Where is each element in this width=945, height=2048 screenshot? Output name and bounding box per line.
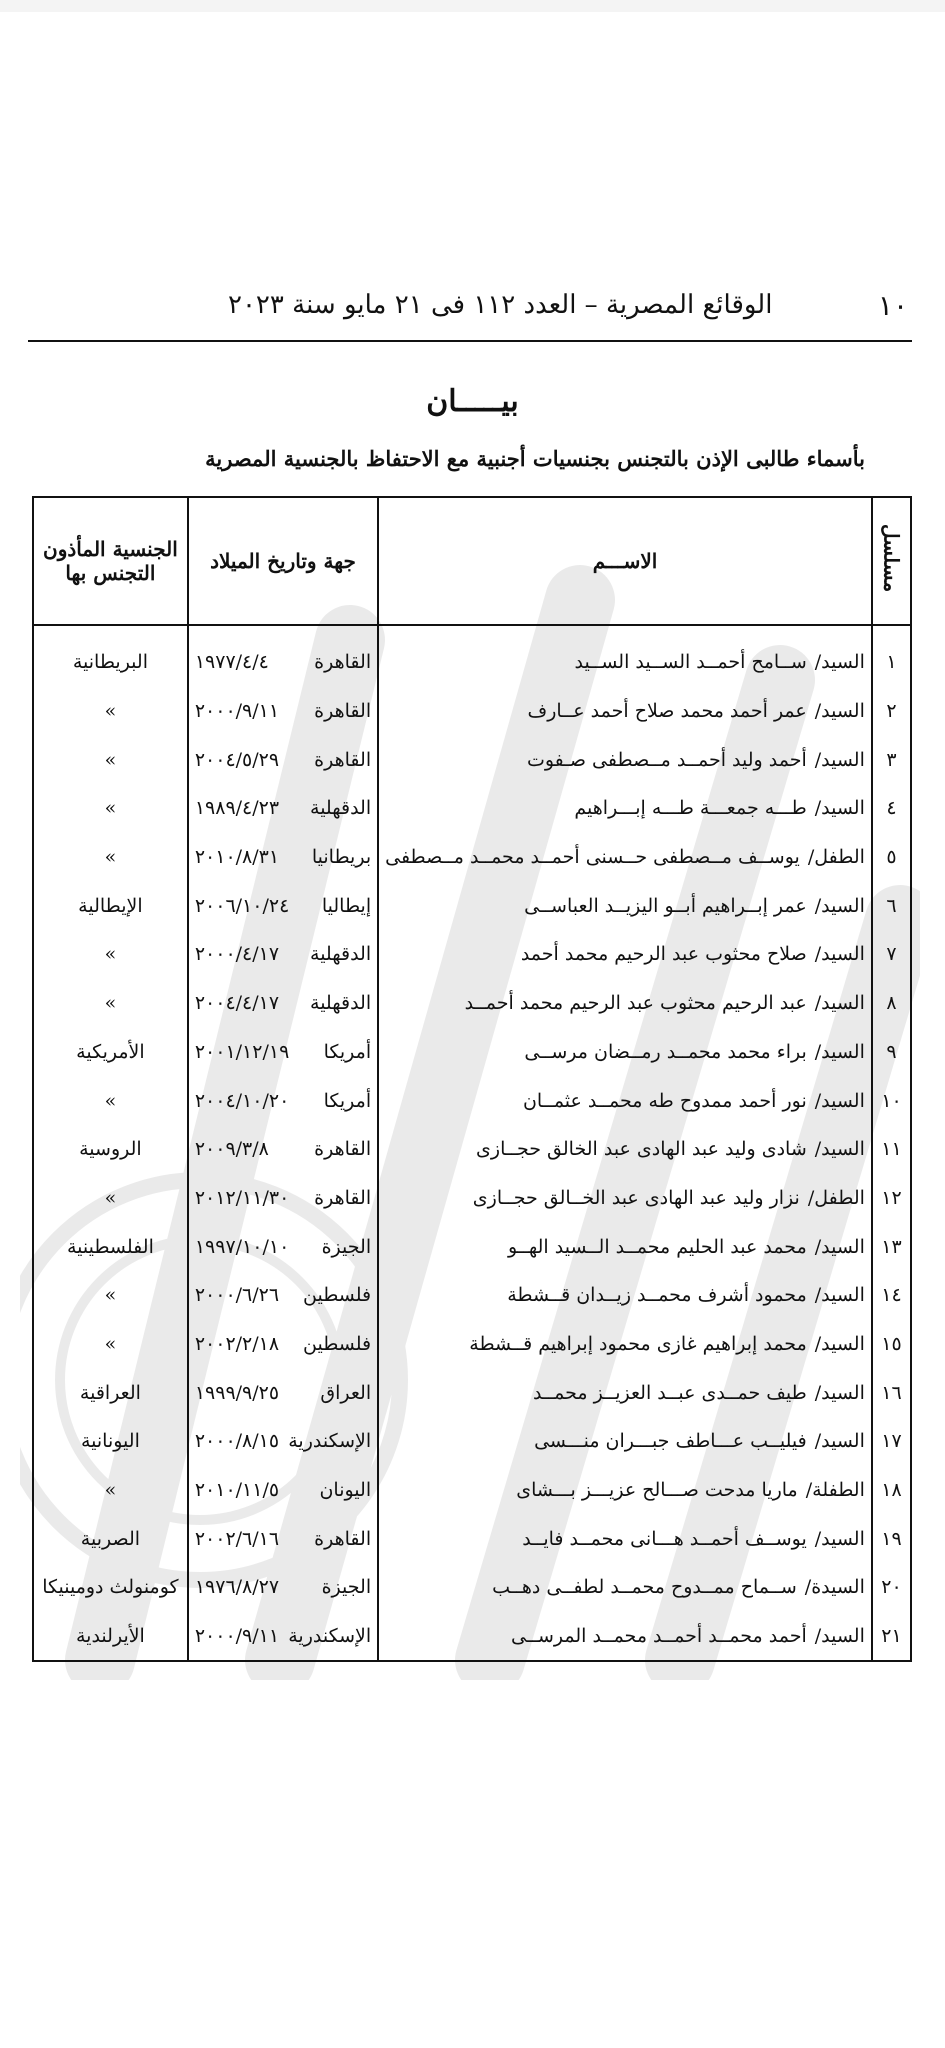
row-name-cell [378, 833, 872, 882]
row-nationality: الإيطالية [33, 881, 188, 930]
row-birth-cell [188, 979, 378, 1028]
table-row [33, 784, 911, 833]
row-name-cell [378, 687, 872, 736]
row-birth-place: بريطانيا [311, 846, 372, 869]
header-birth: جهة وتاريخ الميلاد [188, 497, 378, 625]
row-full-name: محمود أشرف محمــد زيــدان قــشطة [507, 1284, 807, 1307]
row-honorific: الطفلة/ [805, 1479, 865, 1502]
row-birth-date: ٢٠٠٠/٦/٢٦ [194, 1284, 280, 1307]
row-full-name: طيف حمــدى عبــد العزيــز محمــد [533, 1381, 807, 1404]
row-birth-place: العراق [320, 1381, 372, 1404]
row-birth-date: ١٩٩٧/١٠/١٠ [194, 1235, 290, 1258]
row-honorific: السيد/ [814, 992, 865, 1015]
row-serial: ١٠ [872, 1076, 911, 1125]
row-birth-place: القاهرة [314, 651, 372, 674]
row-serial: ١٣ [872, 1222, 911, 1271]
row-full-name: ماريا مدحت صـــالح عزيـــز بـــشاى [516, 1479, 798, 1502]
row-honorific: السيد/ [814, 894, 865, 917]
row-serial: ١٢ [872, 1174, 911, 1223]
row-name-cell [378, 1563, 872, 1612]
row-serial: ١٤ [872, 1271, 911, 1320]
row-birth-cell [188, 1466, 378, 1515]
row-nationality: الفلسطينية [33, 1222, 188, 1271]
row-full-name: أحمد محمــد أحمــد محمــد المرســى [511, 1625, 807, 1648]
row-birth-date: ١٩٩٩/٩/٢٥ [194, 1381, 280, 1404]
row-nationality: » [33, 1466, 188, 1515]
row-nationality: » [33, 784, 188, 833]
document-subtitle: بأسماء طالبى الإذن بالتجنس بجنسيات أجنبية مع الاحتفاظ بالجنسية المصرية [205, 446, 865, 471]
table-row [33, 881, 911, 930]
row-birth-place: الجيزة [321, 1576, 372, 1599]
row-birth-cell [188, 1612, 378, 1662]
row-nationality: » [33, 1174, 188, 1223]
row-birth-date: ٢٠١٠/١١/٥ [194, 1479, 280, 1502]
row-honorific: السيدة/ [804, 1576, 865, 1599]
row-birth-date: ٢٠٠٠/٤/١٧ [194, 943, 280, 966]
table-row [33, 1076, 911, 1125]
row-full-name: براء محمد محمــد رمــضان مرســى [524, 1040, 807, 1063]
row-serial: ١٨ [872, 1466, 911, 1515]
row-birth-place: القاهرة [314, 1186, 372, 1209]
row-full-name: صلاح محثوب عبد الرحيم محمد أحمد [520, 943, 807, 966]
row-nationality: » [33, 1076, 188, 1125]
row-full-name: ســامح أحمــد الســيد الســيد [574, 651, 807, 674]
row-birth-cell [188, 1271, 378, 1320]
row-honorific: السيد/ [814, 797, 865, 820]
row-name-cell [378, 1417, 872, 1466]
row-name-cell [378, 881, 872, 930]
table-row [33, 1466, 911, 1515]
row-serial: ١٩ [872, 1514, 911, 1563]
row-full-name: فيليــب عـــاطف جبـــران منـــسى [534, 1430, 807, 1453]
row-birth-place: القاهرة [314, 1138, 372, 1161]
row-serial: ٢١ [872, 1612, 911, 1662]
page-header [28, 280, 908, 330]
row-birth-place: القاهرة [314, 1527, 372, 1550]
row-birth-place: الدقهلية [310, 943, 372, 966]
header-serial: مسلسل [872, 497, 911, 625]
row-birth-cell [188, 1222, 378, 1271]
row-birth-cell [188, 930, 378, 979]
row-nationality: » [33, 979, 188, 1028]
table-row [33, 833, 911, 882]
row-birth-cell [188, 1368, 378, 1417]
table-row [33, 1271, 911, 1320]
table-row [33, 625, 911, 687]
row-birth-cell [188, 833, 378, 882]
row-birth-place: الإسكندرية [288, 1625, 372, 1648]
row-birth-cell [188, 1320, 378, 1369]
row-birth-date: ٢٠٠٤/٤/١٧ [194, 992, 280, 1015]
row-serial: ٧ [872, 930, 911, 979]
row-honorific: السيد/ [814, 1430, 865, 1453]
row-honorific: السيد/ [814, 1625, 865, 1648]
row-serial: ٩ [872, 1028, 911, 1077]
row-birth-cell [188, 687, 378, 736]
table-row [33, 979, 911, 1028]
row-full-name: نزار وليد عبد الهادى عبد الخــالق حجــازى [472, 1186, 800, 1209]
row-birth-cell [188, 1514, 378, 1563]
row-birth-cell [188, 1174, 378, 1223]
row-serial: ٢ [872, 687, 911, 736]
row-serial: ٤ [872, 784, 911, 833]
row-birth-date: ٢٠٠٢/٢/١٨ [194, 1332, 280, 1355]
row-birth-date: ٢٠٠٦/١٠/٢٤ [194, 894, 290, 917]
row-honorific: الطفل/ [807, 846, 865, 869]
table-row [33, 1514, 911, 1563]
row-birth-place: اليونان [319, 1479, 372, 1502]
row-serial: ٨ [872, 979, 911, 1028]
row-birth-date: ٢٠٠١/١٢/١٩ [194, 1040, 290, 1063]
row-full-name: محمد عبد الحليم محمــد الــسيد الهــو [507, 1235, 807, 1258]
row-honorific: السيد/ [814, 1381, 865, 1404]
table-row [33, 687, 911, 736]
row-full-name: محمد إبراهيم غازى محمود إبراهيم قــشطة [469, 1332, 807, 1355]
naturalization-table [32, 496, 912, 1662]
row-birth-cell [188, 784, 378, 833]
row-nationality: » [33, 1271, 188, 1320]
row-full-name: شادى وليد عبد الهادى عبد الخالق حجــازى [476, 1138, 807, 1161]
running-title: الوقائع المصرية – العدد ١١٢ فى ٢١ مايو سنة ٢٠٢٣ [228, 290, 773, 320]
row-birth-cell [188, 1125, 378, 1174]
row-name-cell [378, 930, 872, 979]
row-name-cell [378, 1320, 872, 1369]
row-honorific: السيد/ [814, 1089, 865, 1112]
table-row [33, 1222, 911, 1271]
row-name-cell [378, 625, 872, 687]
row-birth-date: ٢٠٠٤/١٠/٢٠ [194, 1089, 290, 1112]
row-name-cell [378, 1222, 872, 1271]
document-title: بيـــــان [426, 384, 519, 419]
header-name: الاســـم [378, 497, 872, 625]
row-name-cell [378, 1174, 872, 1223]
row-name-cell [378, 1514, 872, 1563]
row-serial: ٢٠ [872, 1563, 911, 1612]
row-serial: ١٧ [872, 1417, 911, 1466]
row-birth-cell [188, 735, 378, 784]
table-row [33, 1417, 911, 1466]
page-number: ١٠ [877, 288, 908, 322]
row-birth-date: ٢٠١٢/١١/٣٠ [194, 1186, 290, 1209]
row-name-cell [378, 1028, 872, 1077]
row-full-name: عبد الرحيم محثوب عبد الرحيم محمد أحمــد [464, 992, 807, 1015]
row-birth-date: ١٩٧٦/٨/٢٧ [194, 1576, 280, 1599]
row-full-name: أحمد وليد أحمــد مــصطفى صـفوت [526, 748, 807, 771]
header-divider [28, 340, 912, 342]
row-name-cell [378, 1076, 872, 1125]
row-honorific: السيد/ [814, 1527, 865, 1550]
row-full-name: عمر أحمد محمد صلاح أحمد عــارف [527, 700, 807, 723]
row-nationality: » [33, 833, 188, 882]
row-birth-place: الدقهلية [310, 797, 372, 820]
row-birth-date: ٢٠٠٠/٩/١١ [194, 700, 280, 723]
table-row [33, 930, 911, 979]
row-nationality: الروسية [33, 1125, 188, 1174]
row-birth-cell [188, 881, 378, 930]
row-full-name: عمر إبــراهيم أبــو اليزيــد العباســى [524, 894, 807, 917]
row-serial: ٦ [872, 881, 911, 930]
row-name-cell [378, 1466, 872, 1515]
header-nationality: الجنسية المأذون التجنس بها [33, 497, 188, 625]
row-serial: ١٥ [872, 1320, 911, 1369]
row-birth-place: القاهرة [314, 748, 372, 771]
row-serial: ٣ [872, 735, 911, 784]
row-full-name: يوســف أحمــد هـــانى محمــد فايــد [522, 1527, 807, 1550]
row-birth-date: ١٩٨٩/٤/٢٣ [194, 797, 280, 820]
table-row [33, 1368, 911, 1417]
row-birth-cell [188, 1563, 378, 1612]
row-honorific: السيد/ [814, 1040, 865, 1063]
row-birth-date: ٢٠١٠/٨/٣١ [194, 846, 280, 869]
row-birth-place: أمريكا [323, 1089, 372, 1112]
row-birth-place: فلسطين [303, 1284, 372, 1307]
table-body [33, 625, 911, 1661]
row-birth-place: إيطاليا [321, 894, 372, 917]
row-name-cell [378, 1125, 872, 1174]
row-name-cell [378, 784, 872, 833]
row-full-name: يوســف مــصطفى حــسنى أحمــد محمــد مــصطفى [385, 846, 800, 869]
table-row [33, 1612, 911, 1662]
row-birth-cell [188, 625, 378, 687]
row-birth-date: ٢٠٠٢/٦/١٦ [194, 1527, 280, 1550]
row-serial: ١ [872, 625, 911, 687]
row-birth-date: ٢٠٠٠/٩/١١ [194, 1625, 280, 1648]
row-nationality: الصربية [33, 1514, 188, 1563]
row-nationality: » [33, 735, 188, 784]
table-row [33, 735, 911, 784]
row-nationality: الأيرلندية [33, 1612, 188, 1662]
row-birth-date: ٢٠٠٠/٨/١٥ [194, 1430, 280, 1453]
row-serial: ٥ [872, 833, 911, 882]
row-nationality: » [33, 687, 188, 736]
table-row [33, 1125, 911, 1174]
row-birth-place: الإسكندرية [288, 1430, 372, 1453]
row-serial: ١٦ [872, 1368, 911, 1417]
row-nationality: اليونانية [33, 1417, 188, 1466]
row-birth-cell [188, 1417, 378, 1466]
row-nationality: » [33, 930, 188, 979]
table-row [33, 1320, 911, 1369]
row-serial: ١١ [872, 1125, 911, 1174]
row-birth-cell [188, 1076, 378, 1125]
row-name-cell [378, 979, 872, 1028]
row-full-name: نور أحمد ممدوح طه محمــد عثمــان [522, 1089, 807, 1112]
row-honorific: السيد/ [814, 748, 865, 771]
row-birth-place: فلسطين [303, 1332, 372, 1355]
table-row [33, 1563, 911, 1612]
row-birth-date: ٢٠٠٤/٥/٢٩ [194, 748, 280, 771]
row-full-name: طـــه جمعـــة طـــه إبـــراهيم [574, 797, 807, 820]
row-nationality: العراقية [33, 1368, 188, 1417]
page-top-bar [0, 0, 945, 12]
row-full-name: ســماح ممــدوح محمــد لطفــى دهــب [492, 1576, 797, 1599]
table-row [33, 1174, 911, 1223]
row-name-cell [378, 1271, 872, 1320]
row-birth-place: القاهرة [314, 700, 372, 723]
row-name-cell [378, 735, 872, 784]
table-header-row [33, 497, 911, 625]
table-row [33, 1028, 911, 1077]
row-honorific: السيد/ [814, 1235, 865, 1258]
row-birth-place: الدقهلية [310, 992, 372, 1015]
row-honorific: السيد/ [814, 651, 865, 674]
row-name-cell [378, 1368, 872, 1417]
row-birth-place: الجيزة [321, 1235, 372, 1258]
row-birth-date: ١٩٧٧/٤/٤ [194, 651, 269, 674]
row-honorific: السيد/ [814, 1332, 865, 1355]
row-birth-place: أمريكا [323, 1040, 372, 1063]
row-honorific: السيد/ [814, 1138, 865, 1161]
row-honorific: الطفل/ [807, 1186, 865, 1209]
row-nationality: البريطانية [33, 625, 188, 687]
row-honorific: السيد/ [814, 943, 865, 966]
row-nationality: الأمريكية [33, 1028, 188, 1077]
row-birth-cell [188, 1028, 378, 1077]
row-name-cell [378, 1612, 872, 1662]
row-nationality: كومنولث دومينيكا [33, 1563, 188, 1612]
row-honorific: السيد/ [814, 700, 865, 723]
row-birth-date: ٢٠٠٩/٣/٨ [194, 1138, 269, 1161]
row-nationality: » [33, 1320, 188, 1369]
row-honorific: السيد/ [814, 1284, 865, 1307]
